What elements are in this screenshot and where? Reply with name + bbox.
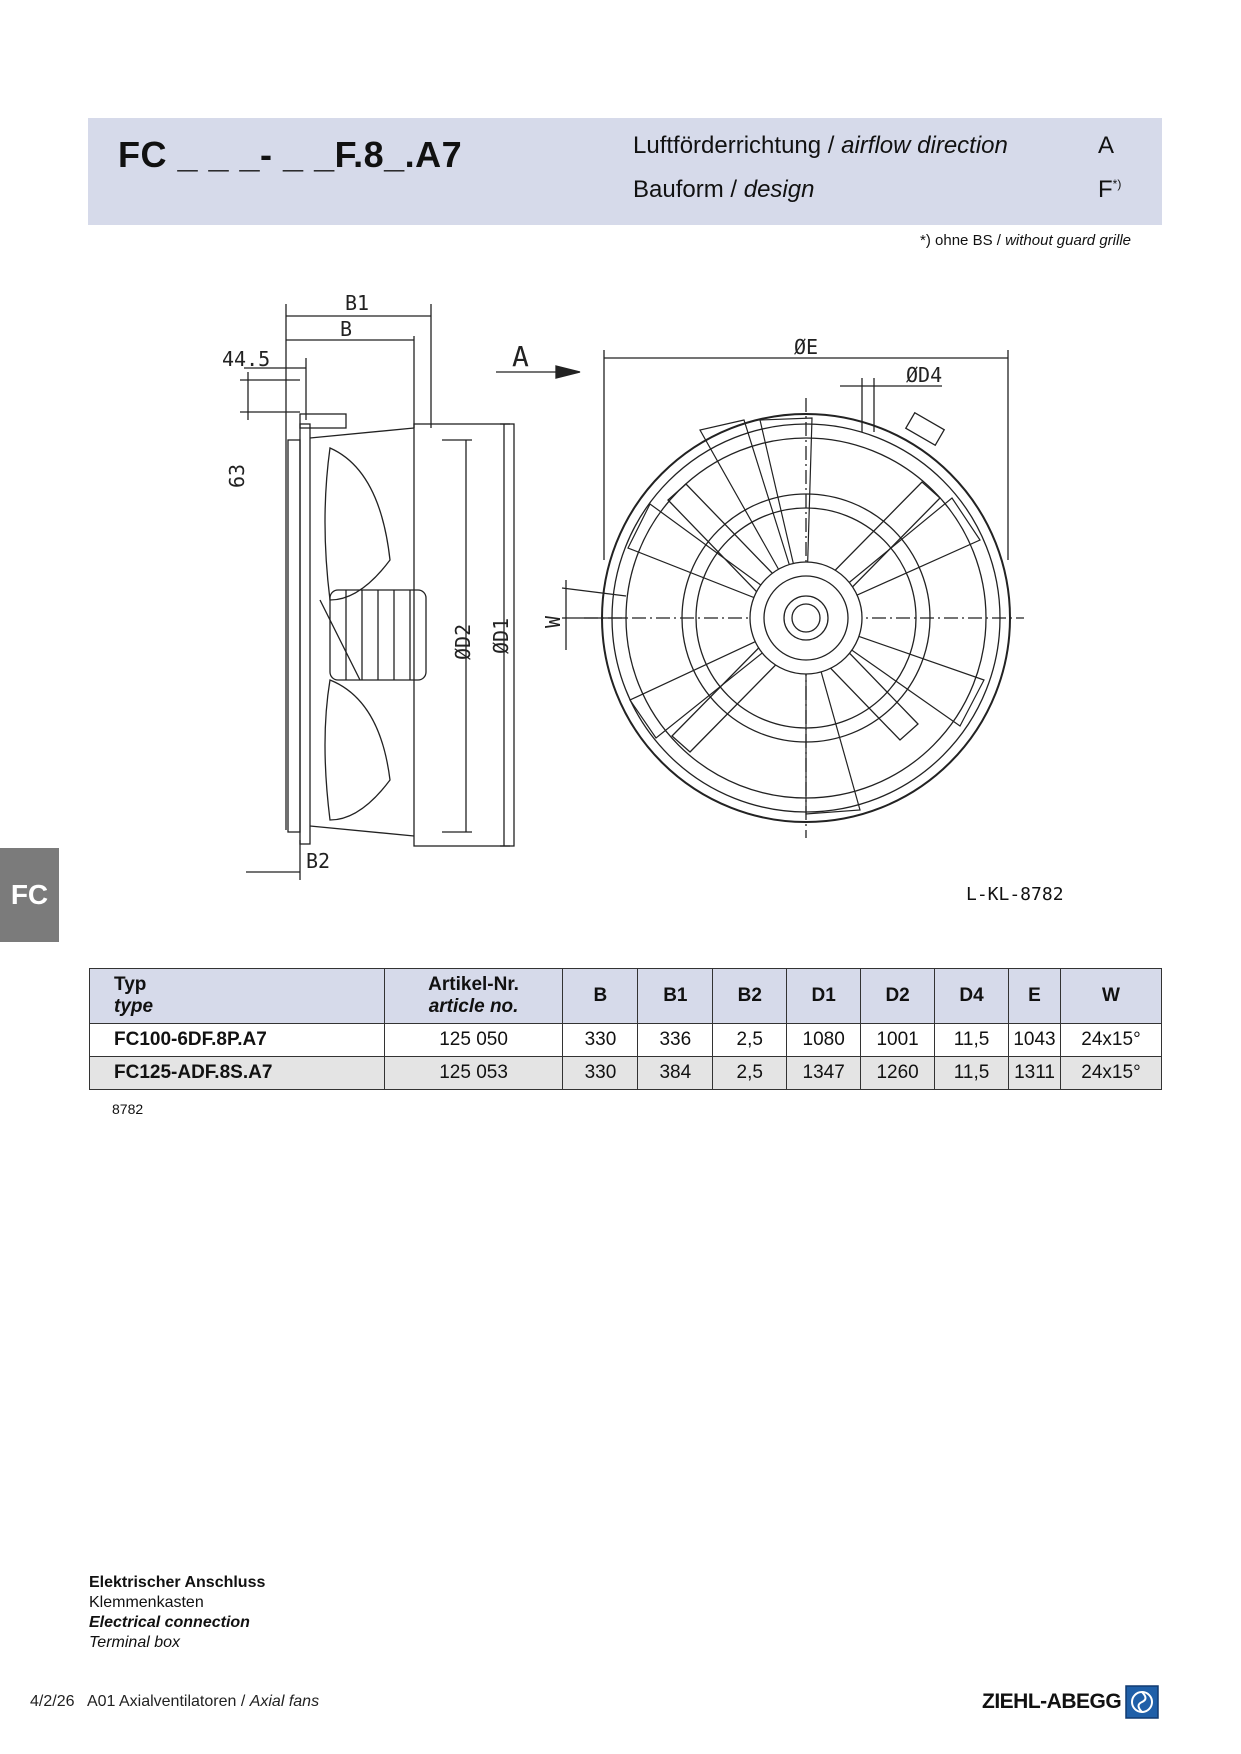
header-type: Typ type bbox=[90, 969, 385, 1024]
d1-label: ØD1 bbox=[489, 617, 513, 654]
header-d4: D4 bbox=[935, 969, 1009, 1024]
b-label: B bbox=[340, 317, 353, 341]
electrical-value-en: Terminal box bbox=[89, 1634, 181, 1651]
header-e: E bbox=[1009, 969, 1061, 1024]
page-footer bbox=[30, 1693, 319, 1711]
table-header-row bbox=[90, 969, 1162, 1024]
cell-d1: 1080 bbox=[787, 1024, 861, 1057]
dimensions-table bbox=[89, 968, 1162, 1090]
cell-w: 24x15° bbox=[1060, 1024, 1161, 1057]
airflow-label: Luftförderrichtung / airflow direction bbox=[633, 132, 1008, 159]
electrical-connection bbox=[89, 1573, 265, 1653]
cell-b2: 2,5 bbox=[713, 1057, 787, 1090]
section-label: A01 Axialventilatoren / bbox=[86, 1693, 250, 1710]
header-w: W bbox=[1060, 969, 1161, 1024]
cell-d2: 1260 bbox=[861, 1057, 935, 1090]
front-view bbox=[541, 335, 1024, 838]
section-label-en: Axial fans bbox=[249, 1693, 320, 1710]
table-row bbox=[90, 1024, 1162, 1057]
header-article: Artikel-Nr. article no. bbox=[384, 969, 563, 1024]
table-row bbox=[90, 1057, 1162, 1090]
airflow-a-label: A bbox=[512, 340, 529, 373]
page-number: 4/2/26 bbox=[30, 1693, 75, 1710]
height-63-label: 63 bbox=[225, 463, 249, 488]
d4-label: ØD4 bbox=[906, 363, 943, 387]
b1-label: B1 bbox=[345, 291, 370, 315]
e-label: ØE bbox=[794, 335, 819, 359]
cell-b1: 336 bbox=[638, 1024, 713, 1057]
electrical-title-de: Elektrischer Anschluss bbox=[89, 1574, 266, 1591]
model-code: FC _ _ _- _ _F.8_.A7 bbox=[118, 134, 463, 175]
cell-article: 125 050 bbox=[384, 1024, 563, 1057]
cell-e: 1043 bbox=[1009, 1024, 1061, 1057]
cell-d1: 1347 bbox=[787, 1057, 861, 1090]
offset-label: 44.5 bbox=[222, 347, 271, 371]
electrical-value-de: Klemmenkasten bbox=[89, 1594, 204, 1611]
cell-d4: 11,5 bbox=[935, 1057, 1009, 1090]
cell-w: 24x15° bbox=[1060, 1057, 1161, 1090]
w-label: W bbox=[541, 615, 565, 628]
electrical-title-en: Electrical connection bbox=[89, 1614, 250, 1631]
brand-logo-icon bbox=[1125, 1685, 1159, 1719]
header-b2: B2 bbox=[713, 969, 787, 1024]
header-d2: D2 bbox=[861, 969, 935, 1024]
airflow-value: A bbox=[1098, 132, 1115, 159]
table-reference: 8782 bbox=[112, 1101, 144, 1117]
side-tab: FC bbox=[0, 848, 59, 942]
cell-type: FC100-6DF.8P.A7 bbox=[90, 1024, 385, 1057]
cell-e: 1311 bbox=[1009, 1057, 1061, 1090]
b2-label: B2 bbox=[306, 849, 331, 873]
design-label: Bauform / design bbox=[633, 176, 815, 203]
cell-b: 330 bbox=[563, 1024, 638, 1057]
brand-name: ZIEHL-ABEGG bbox=[982, 1690, 1122, 1713]
cell-b2: 2,5 bbox=[713, 1024, 787, 1057]
header-d1: D1 bbox=[787, 969, 861, 1024]
brand-logo bbox=[982, 1685, 1159, 1719]
cell-d4: 11,5 bbox=[935, 1024, 1009, 1057]
drawing-reference: L-KL-8782 bbox=[966, 884, 1064, 905]
header-b: B bbox=[563, 969, 638, 1024]
cell-type: FC125-ADF.8S.A7 bbox=[90, 1057, 385, 1090]
footnote: *) ohne BS / without guard grille bbox=[920, 232, 1131, 249]
cell-b1: 384 bbox=[638, 1057, 713, 1090]
header-b1: B1 bbox=[638, 969, 713, 1024]
airflow-arrow bbox=[496, 340, 580, 378]
cell-d2: 1001 bbox=[861, 1024, 935, 1057]
cell-article: 125 053 bbox=[384, 1057, 563, 1090]
side-view bbox=[222, 291, 514, 880]
design-value: F*) bbox=[1098, 176, 1122, 203]
d2-label: ØD2 bbox=[451, 623, 475, 660]
cell-b: 330 bbox=[563, 1057, 638, 1090]
